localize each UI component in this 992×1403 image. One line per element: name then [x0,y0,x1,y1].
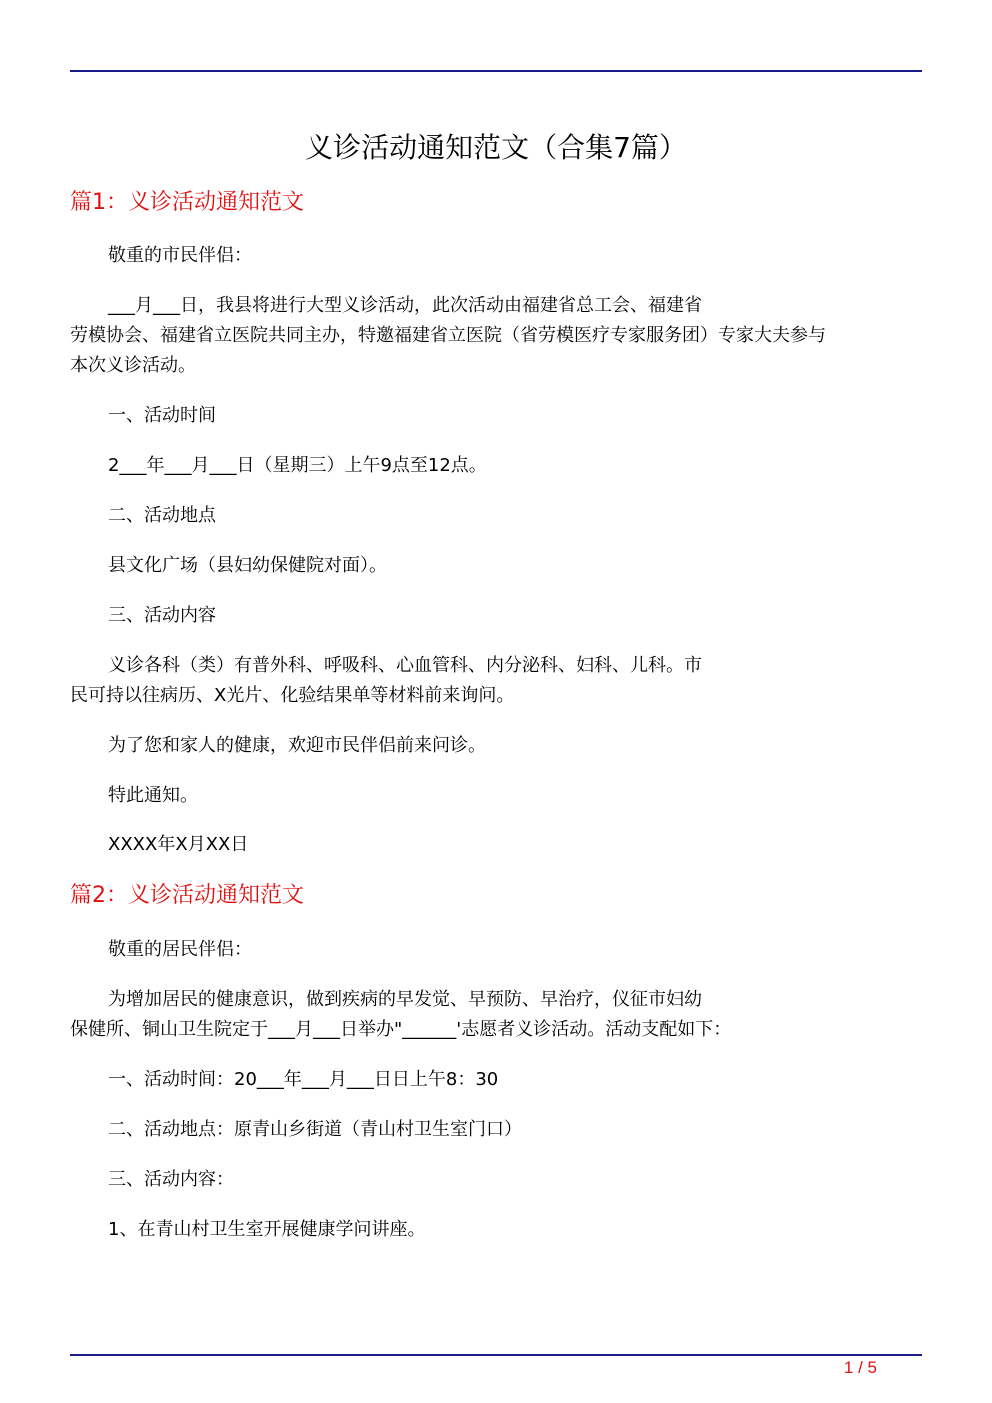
list-item: 1、在青山村卫生室开展健康学问讲座。 [108,1219,426,1240]
greeting: 敬重的居民伴侣： [108,939,252,960]
paragraph: 县文化广场（县妇幼保健院对面）。 [108,555,387,576]
paragraph-line: 保健所、铜山卫生院定于___月___日举办"______'志愿者义诊活动。活动支配如下： [70,1019,732,1040]
document-title: 义诊活动通知范文（合集7篇） [305,131,687,164]
page-number: 1 / 5 [843,1358,877,1377]
section-subheading: 三、活动内容 [108,605,216,626]
section-subheading: 二、活动地点 [108,505,216,526]
paragraph: 2___年___月___日（星期三）上午9点至12点。 [108,455,487,476]
footer-rule [70,1354,922,1356]
paragraph-intro [70,291,922,381]
paragraph: 二、活动地点：原青山乡街道（青山村卫生室门口） [108,1119,522,1140]
section-heading-2: 篇2：义诊活动通知范文 [70,883,304,908]
date-line: XXXX年X月XX日 [108,834,249,855]
paragraph: 一、活动时间：20___年___月___日日上午8：30 [108,1069,499,1090]
section-subheading: 三、活动内容： [108,1169,234,1190]
paragraph-line: 本次义诊活动。 [70,355,196,376]
paragraph-line: 义诊各科（类）有普外科、呼吸科、心血管科、内分泌科、妇科、儿科。市 [108,655,702,676]
paragraph-line: ___月___日，我县将进行大型义诊活动，此次活动由福建省总工会、福建省 [108,295,702,316]
section-heading-1: 篇1：义诊活动通知范文 [70,190,304,215]
greeting: 敬重的市民伴侣： [108,245,252,266]
header-rule [70,70,922,72]
paragraph: 特此通知。 [108,785,198,806]
paragraph-line: 为增加居民的健康意识，做到疾病的早发觉、早预防、早治疗，仪征市妇幼 [108,989,702,1010]
paragraph-line: 民可持以往病历、X光片、化验结果单等材料前来询问。 [70,685,515,706]
paragraph-line: 劳模协会、福建省立医院共同主办，特邀福建省立医院（省劳模医疗专家服务团）专家大夫参与 [70,325,826,346]
section-subheading: 一、活动时间 [108,405,216,426]
paragraph: 为了您和家人的健康，欢迎市民伴侣前来问诊。 [108,735,486,756]
paragraph-intro [70,985,922,1045]
paragraph-content [70,651,922,711]
